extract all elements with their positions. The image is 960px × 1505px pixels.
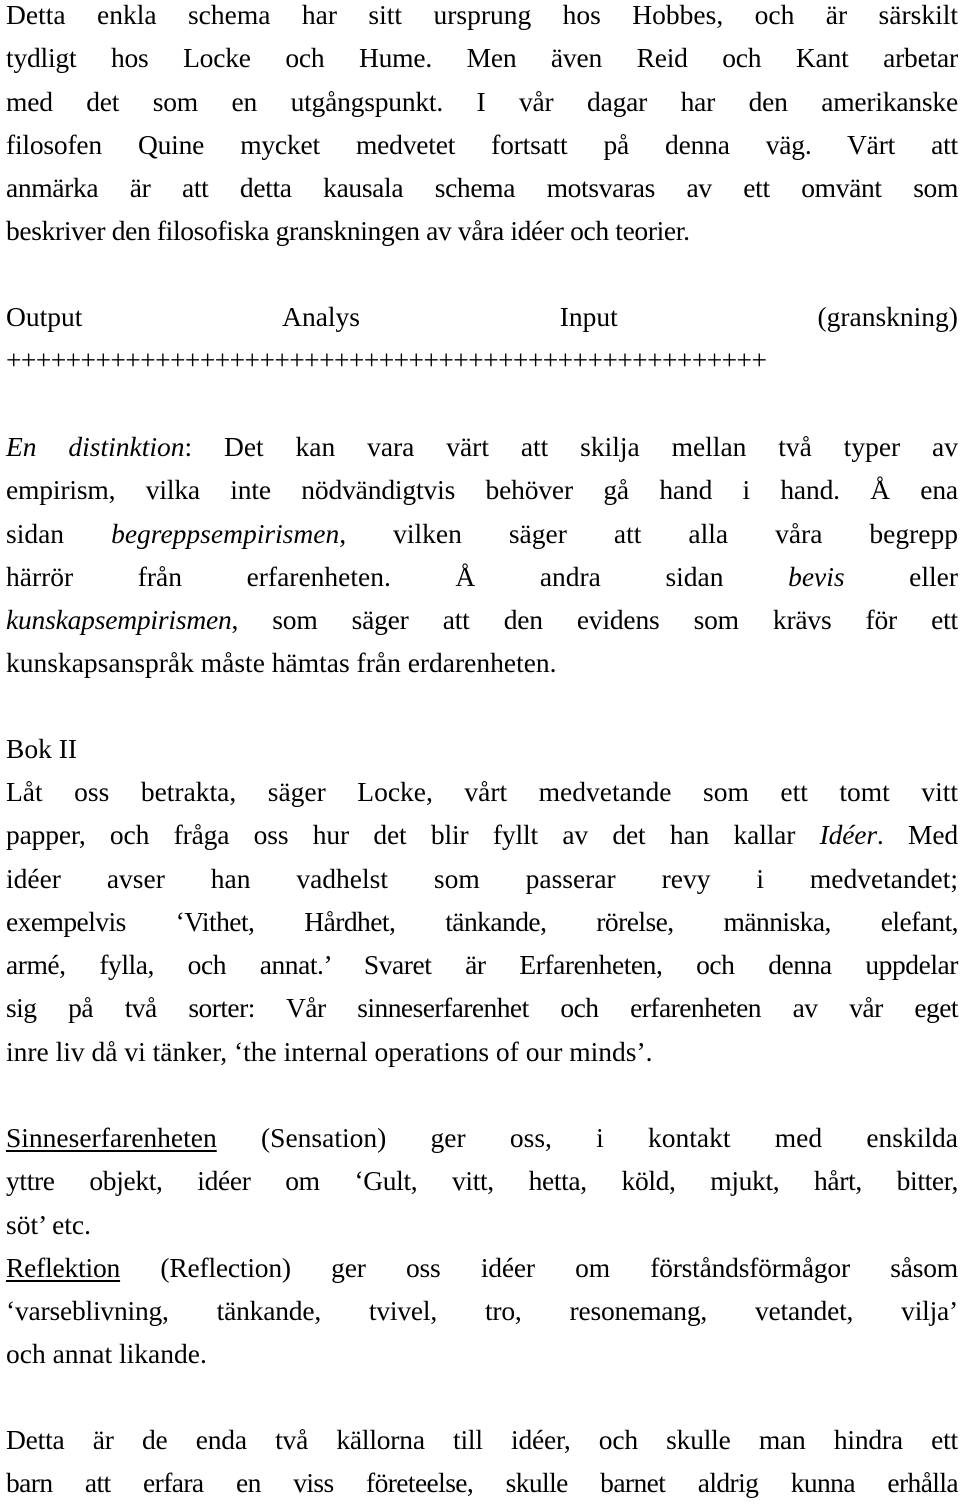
italic-term: begreppsempirismen [111, 517, 340, 549]
text-line [6, 813, 958, 856]
text-segment: papper, och fråga oss hur det blir fyllt av det han kallar [6, 819, 820, 851]
schema-label-granskning: (granskning) [817, 301, 958, 332]
text-line: exempelvis ‘Vithet, Hårdhet, tänkande, rörelse, människa, elefant, [6, 905, 958, 937]
text-line [6, 598, 958, 641]
text-segment: härrör från erfarenheten. Å andra sidan [6, 560, 789, 592]
text-line [6, 1116, 958, 1159]
text-segment: sidan [6, 517, 112, 549]
text-line: yttre objekt, idéer om ‘Gult, vitt, hetta, köld, mjukt, hårt, bitter, [6, 1165, 958, 1197]
schema-label-output: Output [6, 301, 83, 332]
paragraph-distinktion [6, 425, 958, 685]
section-heading: Bok II [6, 733, 78, 764]
text-line: Låt oss betrakta, säger Locke, vårt medvetande som ett tomt vitt [6, 776, 958, 807]
text-line: sig på två sorter: Vår sinneserfarenhet och erfarenheten av vår eget [6, 992, 958, 1024]
text-line: inre liv då vi tänker, ‘the internal operations of our minds’. [6, 1035, 653, 1067]
text-segment: , vilken säger att alla våra begrepp [339, 517, 958, 549]
schema-label-input: Input [559, 301, 618, 332]
paragraph-locke [6, 770, 958, 1073]
schema-labels [6, 295, 958, 338]
text-line: barn att erfara en viss företeelse, skulle barnet aldrig kunna erhålla [6, 1467, 958, 1499]
italic-term: bevis [788, 560, 845, 592]
text-line: empirism, vilka inte nödvändigtvis behöver gå hand i hand. Å ena [6, 474, 958, 506]
text-segment: , som säger att den evidens som krävs för ett [231, 604, 958, 636]
italic-term: En distinktion [6, 431, 185, 462]
text-line: och annat likande. [6, 1338, 207, 1370]
paragraph-intro [6, 0, 958, 253]
text-line [6, 555, 958, 598]
paragraph-sources [6, 1418, 958, 1505]
text-line [6, 512, 958, 555]
text-line: kunskapsanspråk måste hämtas från erdarenheten. [6, 647, 557, 679]
paragraph-sensation [6, 1116, 958, 1376]
text-line [6, 425, 958, 468]
italic-term: Idéer [819, 819, 877, 851]
text-line: ‘varseblivning, tänkande, tvivel, tro, resonemang, vetandet, vilja’ [6, 1295, 958, 1327]
text-line: Detta enkla schema har sitt ursprung hos Hobbes, och är särskilt [6, 0, 958, 30]
text-line: idéer avser han vadhelst som passerar revy i medvetandet; [6, 862, 958, 894]
text-line: med det som en utgångspunkt. I vår dagar har den amerikanske [6, 85, 958, 117]
schema-label-analys: Analys [282, 301, 360, 332]
text-line: anmärka är att detta kausala schema motsvaras av ett omvänt som [6, 172, 958, 204]
text-line [6, 1246, 958, 1289]
text-line: beskriver den filosofiska granskningen av våra idéer och teorier. [6, 215, 690, 247]
text-line: armé, fylla, och annat.’ Svaret är Erfarenheten, och denna uppdelar [6, 949, 958, 981]
underlined-term: Sinneserfarenheten [6, 1122, 217, 1153]
text-segment: . Med [876, 819, 958, 851]
text-segment: : Det kan vara värt att skilja mellan två typer av [184, 431, 958, 462]
underlined-term: Reflektion [6, 1251, 121, 1283]
text-segment: (Sensation) ger oss, i kontakt med enskilda [216, 1122, 958, 1153]
italic-term: kunskapsempirismen [6, 604, 232, 636]
text-segment: eller [844, 560, 958, 592]
text-line: tydligt hos Locke och Hume. Men även Reid och Kant arbetar [6, 42, 958, 74]
text-line: filosofen Quine mycket medvetet fortsatt på denna väg. Värt att [6, 128, 958, 160]
text-line: Detta är de enda två källorna till idéer, och skulle man hindra ett [6, 1424, 958, 1455]
text-segment: (Reflection) ger oss idéer om förståndsförmågor såsom [120, 1251, 958, 1283]
text-line: söt’ etc. [6, 1208, 92, 1240]
schema-plus-line: +++++++++++++++++++++++++++++++++++++++++++++++++++ [6, 344, 767, 375]
